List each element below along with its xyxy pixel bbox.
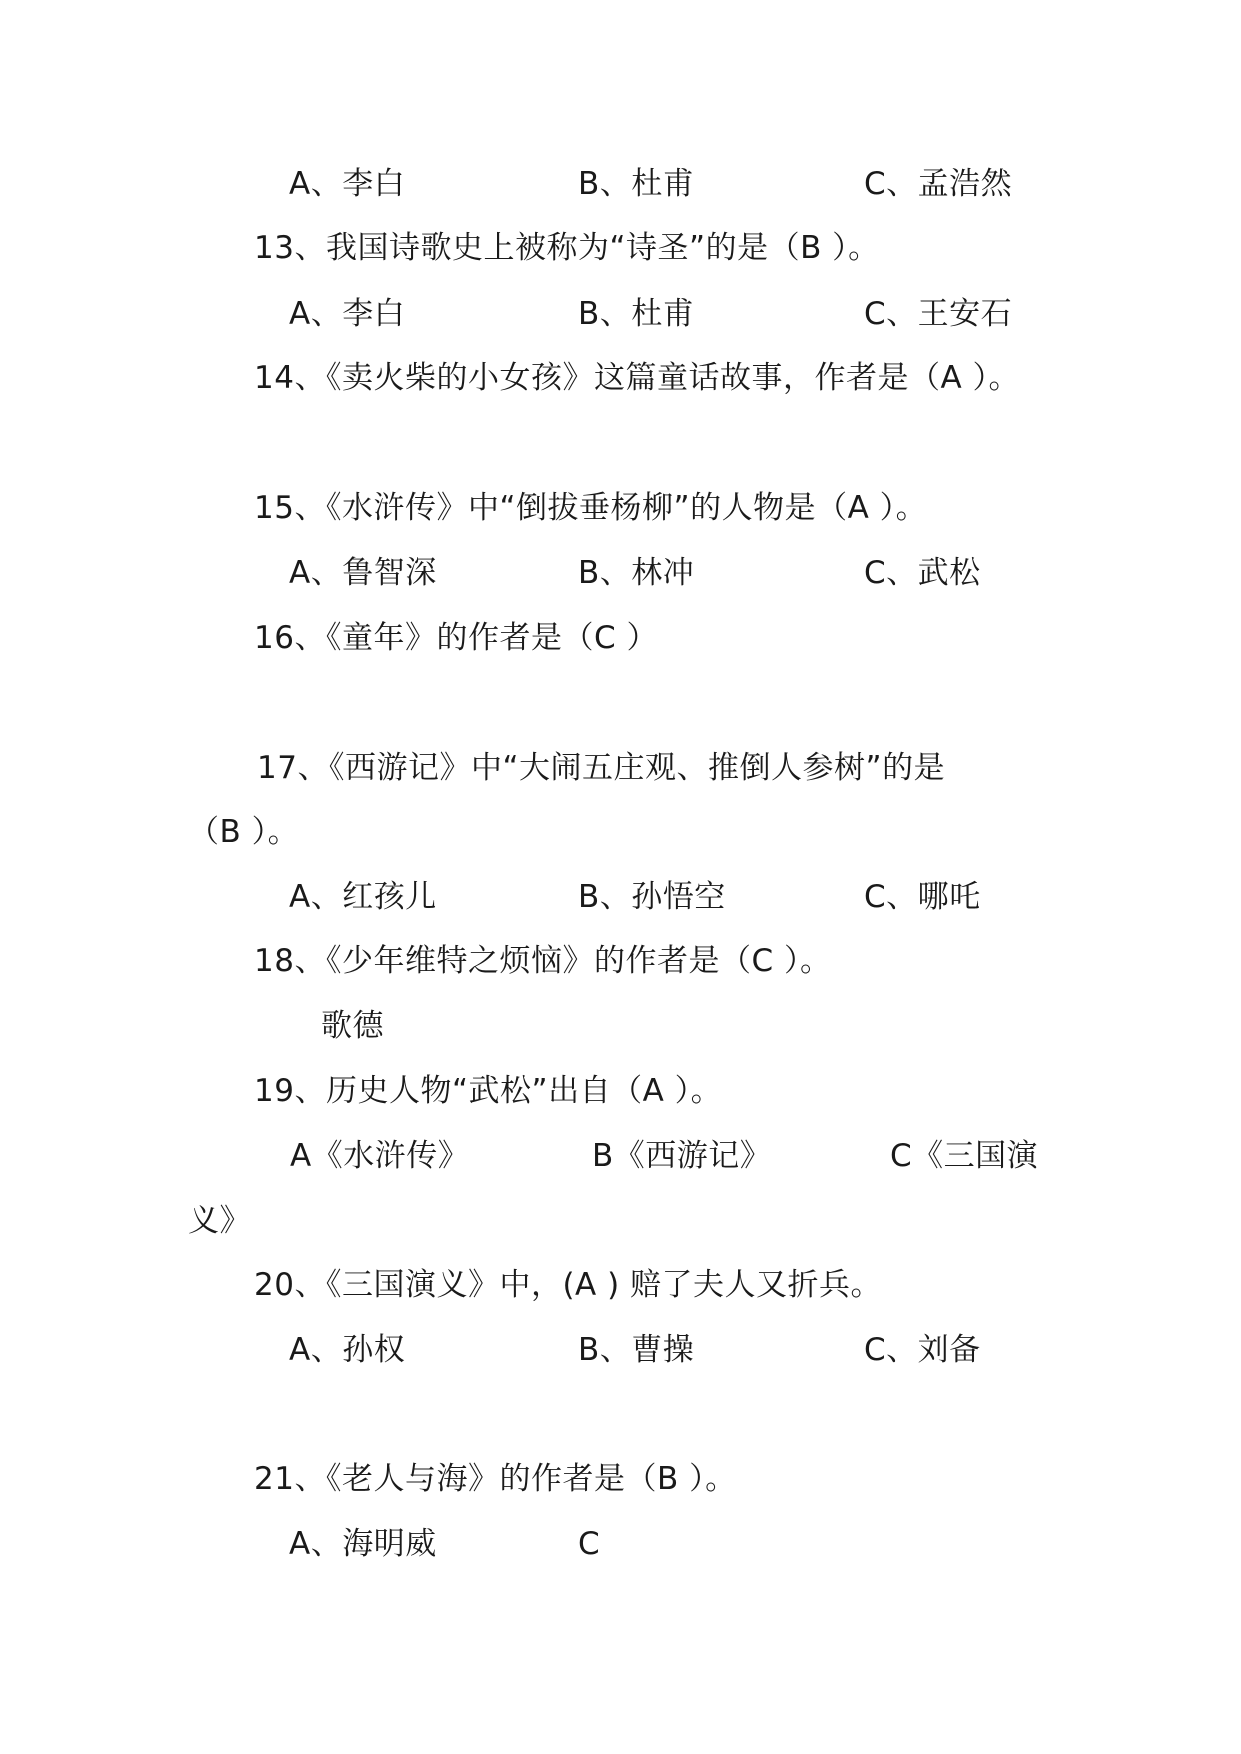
q12-option-a: A、李白 (289, 166, 406, 202)
q13-option-c: C、王安石 (864, 296, 1013, 332)
q19-option-b: B《西游记》 (592, 1138, 772, 1174)
q20-option-b: B、曹操 (578, 1332, 695, 1368)
q12-option-b: B、杜甫 (578, 166, 695, 202)
q15-option-b: B、林冲 (578, 555, 695, 591)
question-14: 14、《卖火柴的小女孩》这篇童话故事，作者是（A ）。 (254, 360, 1021, 396)
q12-option-c: C、孟浩然 (864, 166, 1013, 202)
q13-option-b: B、杜甫 (578, 296, 695, 332)
q19-option-c-continued: 义》 (188, 1203, 251, 1239)
question-17-continued: （B ）。 (188, 814, 300, 850)
question-18: 18、《少年维特之烦恼》的作者是（C ）。 (254, 943, 832, 979)
question-19: 19、历史人物“武松”出自（A ）。 (254, 1073, 723, 1109)
q20-option-c: C、刘备 (864, 1332, 981, 1368)
question-15: 15、《水浒传》中“倒拔垂杨柳”的人物是（A ）。 (254, 490, 928, 526)
q21-option-a: A、海明威 (289, 1526, 437, 1562)
q17-option-c: C、哪吒 (864, 879, 981, 915)
q20-option-a: A、孙权 (289, 1332, 406, 1368)
question-17: 17、《西游记》中“大闹五庄观、推倒人参树”的是 (257, 750, 946, 786)
question-21: 21、《老人与海》的作者是（B ）。 (254, 1461, 737, 1497)
q13-option-a: A、李白 (289, 296, 406, 332)
question-16: 16、《童年》的作者是（C ） (254, 620, 658, 656)
q17-option-a: A、红孩儿 (289, 879, 437, 915)
q19-option-c: C《三国演 (890, 1138, 1039, 1174)
q15-option-c: C、武松 (864, 555, 981, 591)
q15-option-a: A、鲁智深 (289, 555, 437, 591)
q18-answer-note: 歌德 (321, 1008, 384, 1044)
q19-option-a: A《水浒传》 (290, 1138, 470, 1174)
q21-option-c: C (578, 1526, 601, 1562)
q17-option-b: B、孙悟空 (578, 879, 726, 915)
question-20: 20、《三国演义》中，(A ) 赔了夫人又折兵。 (254, 1267, 883, 1303)
question-13: 13、我国诗歌史上被称为“诗圣”的是（B ）。 (254, 230, 880, 266)
